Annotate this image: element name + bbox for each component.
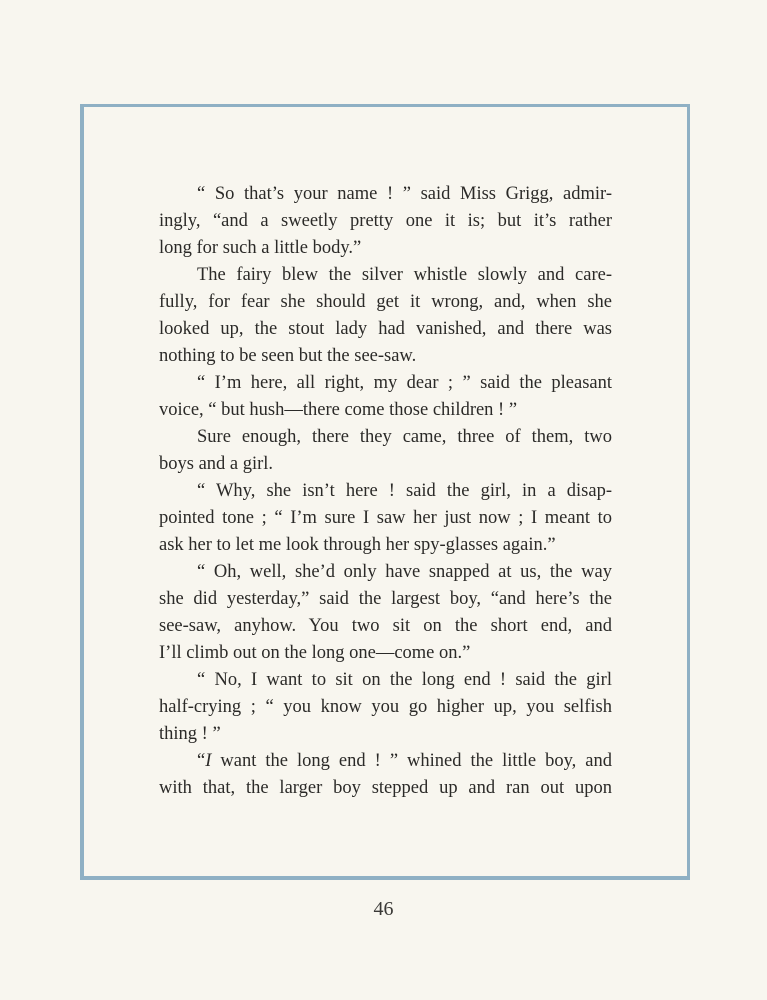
text-line: long for such a little body.”: [159, 238, 362, 258]
body-text: [159, 181, 612, 802]
text-line: fully, for fear she should get it wrong, and, when she: [159, 292, 612, 312]
text-line: nothing to be seen but the see-saw.: [159, 346, 417, 366]
text-line: with that, the larger boy stepped up and ran out upon: [159, 778, 612, 798]
text-line: “ I’m here, all right, my dear ; ” said the pleasant: [197, 373, 612, 393]
text-line: “ No, I want to sit on the long end ! said the girl: [197, 670, 612, 690]
text-line: boys and a girl.: [159, 454, 274, 474]
text-line: thing ! ”: [159, 724, 221, 744]
text-line: see-saw, anyhow. You two sit on the short end, and: [159, 616, 612, 636]
text-line: pointed tone ; “ I’m sure I saw her just now ; I meant to: [159, 508, 612, 528]
text-line: “ Oh, well, she’d only have snapped at us, the way: [197, 562, 612, 582]
text-line: looked up, the stout lady had vanished, and there was: [159, 319, 612, 339]
text-line: ingly, “and a sweetly pretty one it is; but it’s rather: [159, 211, 612, 231]
emphasis: I: [205, 751, 212, 771]
page-number: 46: [373, 898, 394, 920]
text-line: “ So that’s your name ! ” said Miss Grigg, admir-: [197, 184, 612, 204]
text-line: “ Why, she isn’t here ! said the girl, in a disap-: [197, 481, 612, 501]
text-line: ask her to let me look through her spy-glasses again.”: [159, 535, 556, 555]
text-line: half-crying ; “ you know you go higher up, you selfish: [159, 697, 612, 717]
text-line: “I want the long end ! ” whined the little boy, and: [197, 751, 612, 771]
text-line: she did yesterday,” said the largest boy, “and here’s the: [159, 589, 612, 609]
text-line: I’ll climb out on the long one—come on.”: [159, 643, 471, 663]
text-line: Sure enough, there they came, three of them, two: [197, 427, 612, 447]
text-line: voice, “ but hush—there come those children ! ”: [159, 400, 518, 420]
text-line: The fairy blew the silver whistle slowly and care-: [197, 265, 612, 285]
